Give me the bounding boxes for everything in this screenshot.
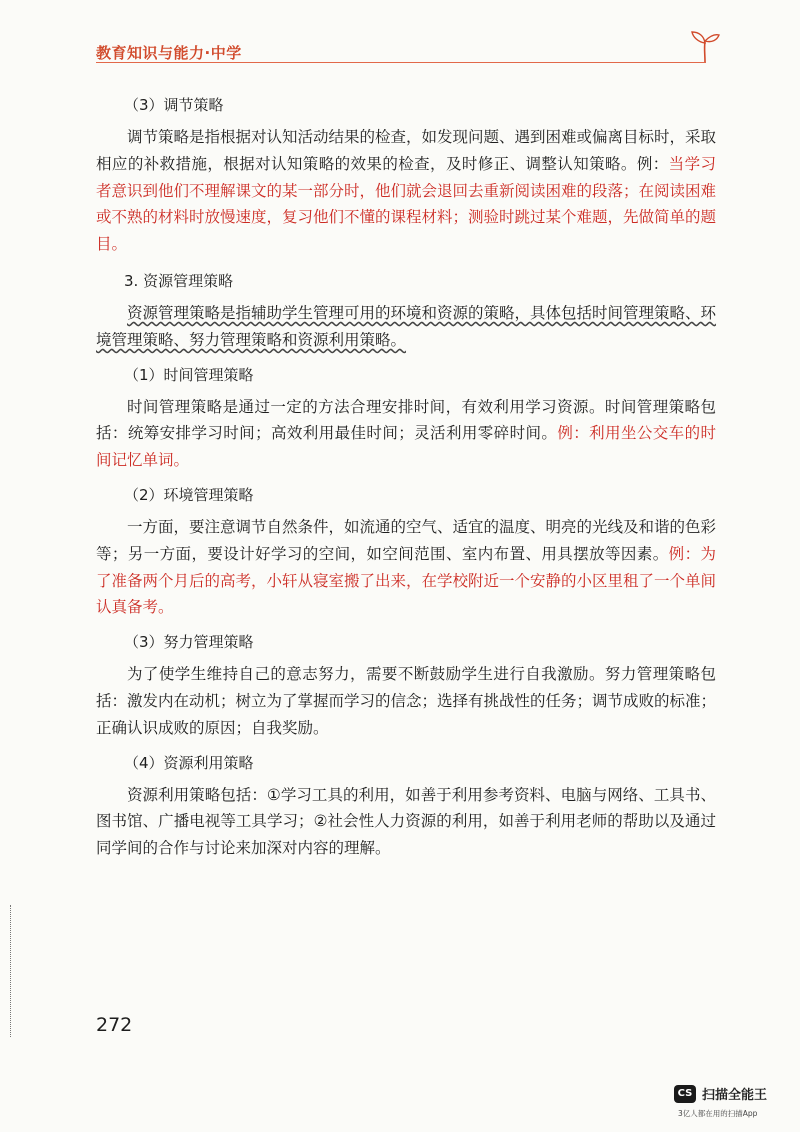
paragraph-resource-intro: 资源管理策略是指辅助学生管理可用的环境和资源的策略，具体包括时间管理策略、环境管理策略、努力管理策略和资源利用策略。 bbox=[96, 303, 717, 349]
scanner-watermark bbox=[674, 1082, 792, 1126]
env-example: 例：为了准备两个月后的高考，小轩从寝室搬了出来，在学校附近一个安静的小区里租了一个单间认真备考。 bbox=[96, 544, 717, 617]
heading-resource-use: （4）资源利用策略 bbox=[124, 753, 254, 772]
time-example: 例：利用坐公交车的时间记忆单词。 bbox=[96, 424, 716, 470]
watermark-slogan: 3亿人都在用的扫描App bbox=[678, 1109, 758, 1118]
paragraph-environment-management bbox=[96, 514, 716, 621]
heading-adjust-strategy: （3）调节策略 bbox=[124, 96, 224, 114]
adjust-example: 当学习者意识到他们不理解课文的某一部分时，他们就会退回去重新阅读困难的段落；在阅读困难或不熟的材料时放慢速度，复习他们不懂的课程材料；测验时跳过某个难题，先做简单的题目。 bbox=[96, 154, 717, 254]
camscanner-logo-icon: CS bbox=[674, 1085, 696, 1103]
heading-resource-management: 3. 资源管理策略 bbox=[124, 271, 234, 290]
heading-time-management: （1）时间管理策略 bbox=[124, 365, 254, 384]
binding-margin-line bbox=[10, 905, 11, 1037]
env-text: 一方面，要注意调节自然条件，如流通的空气、适宜的温度、明亮的光线及和谐的色彩等；另一方面，要设计好学习的空间，如空间范围、室内布置、用具摆放等因素。 bbox=[96, 517, 717, 563]
time-text: 时间管理策略是通过一定的方法合理安排时间，有效利用学习资源。时间管理策略包括：统筹安排学习时间；高效利用最佳时间；灵活利用零碎时间。 bbox=[96, 397, 716, 443]
paragraph-effort-management: 为了使学生维持自己的意志努力，需要不断鼓励学生进行自我激励。努力管理策略包括：激发内在动机；树立为了掌握而学习的信念；选择有挑战性的任务；调节成败的标准；正确认识成败的原因；自我奖励。 bbox=[96, 665, 717, 737]
page-number: 272 bbox=[96, 1014, 133, 1036]
sprout-icon bbox=[688, 28, 722, 64]
running-header: 教育知识与能力·中学 bbox=[96, 44, 242, 62]
page-content bbox=[96, 84, 716, 866]
paragraph-time-management bbox=[96, 394, 716, 474]
paragraph-adjust-strategy bbox=[96, 124, 716, 258]
heading-environment-management: （2）环境管理策略 bbox=[124, 485, 254, 504]
adjust-definition: 调节策略是指根据对认知活动结果的检查，如发现问题、遇到困难或偏离目标时，采取相应的补救措施，根据对认知策略的效果的检查，及时修正、调整认知策略。例： bbox=[96, 128, 717, 173]
watermark-app-name: 扫描全能王 bbox=[702, 1088, 768, 1103]
header-rule bbox=[96, 62, 706, 63]
heading-effort-management: （3）努力管理策略 bbox=[124, 633, 254, 652]
paragraph-resource-use: 资源利用策略包括：①学习工具的利用，如善于利用参考资料、电脑与网络、工具书、图书馆、广播电视等工具学习；②社会性人力资源的利用，如善于利用老师的帮助以及通过同学间的合作与讨论来加深对内容的理解。 bbox=[96, 785, 716, 858]
